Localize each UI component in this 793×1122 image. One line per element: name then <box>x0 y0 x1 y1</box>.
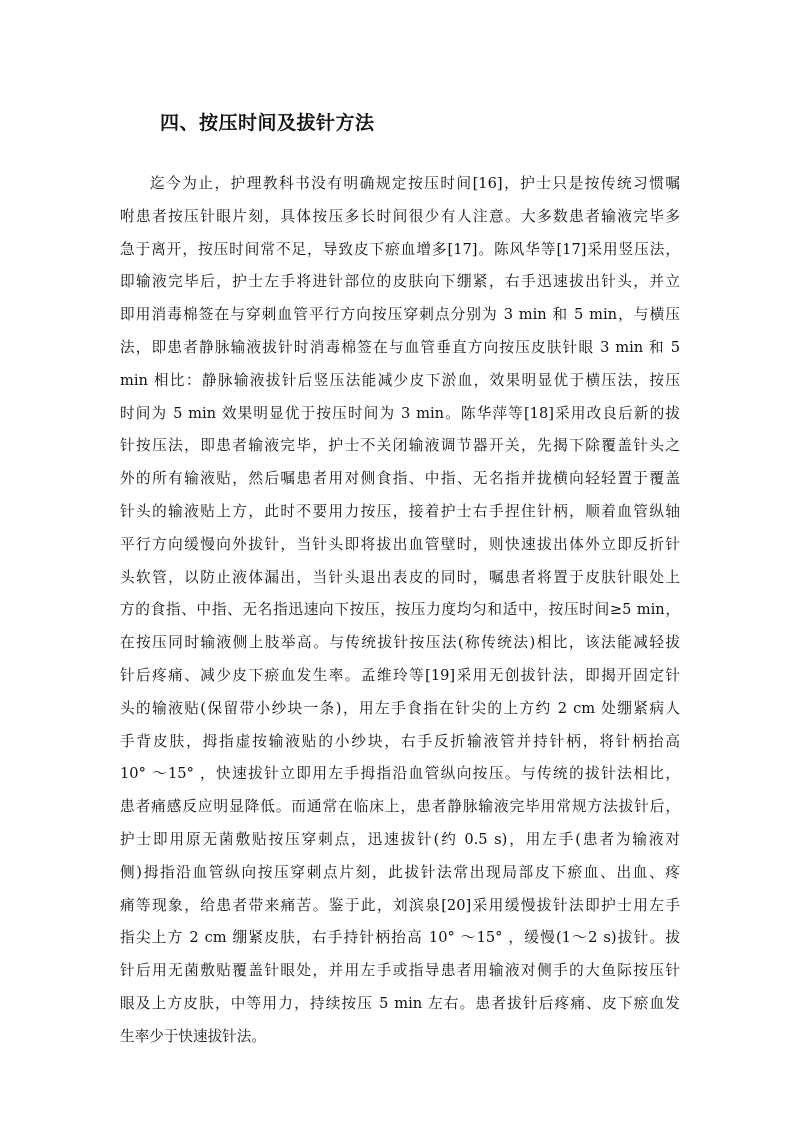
paragraph-line: 侧)拇指沿血管纵向按压穿刺点片刻，此拔针法常出现局部皮下瘀血、出血、疼 <box>120 863 680 881</box>
paragraph-line: 护士即用原无菌敷贴按压穿刺点，迅速拔针(约 0.5 s)，用左手(患者为输液对 <box>120 830 680 848</box>
paragraph-line: 患者痛感反应明显降低。而通常在临床上，患者静脉输液完毕用常规方法拔针后， <box>120 798 680 816</box>
paragraph-line: 平行方向缓慢向外拔针，当针头即将拔出血管壁时，则快速拔出体外立即反折针 <box>120 535 680 553</box>
paragraph-line: 指尖上方 2 cm 绷紧皮肤，右手持针柄抬高 10° ～15° ，缓慢(1～2 s)拔针。拔 <box>120 929 680 947</box>
body-paragraph <box>120 168 680 1054</box>
paragraph-line: 眼及上方皮肤，中等用力，持续按压 5 min 左右。患者拔针后疼痛、皮下瘀血发 <box>120 994 680 1012</box>
paragraph-line: 咐患者按压针眼片刻，具体按压多长时间很少有人注意。大多数患者输液完毕多 <box>120 207 680 225</box>
paragraph-line: 即输液完毕后，护士左手将进针部位的皮肤向下绷紧，右手迅速拔出针头，并立 <box>120 273 680 291</box>
paragraph-line: 10° ～15° ，快速拔针立即用左手拇指沿血管纵向按压。与传统的拔针法相比， <box>120 765 680 783</box>
paragraph-line: 即用消毒棉签在与穿刺血管平行方向按压穿刺点分别为 3 min 和 5 min，与横压 <box>120 306 680 324</box>
section-heading: 四、按压时间及拔针方法 <box>160 112 375 134</box>
paragraph-line: 头的输液贴(保留带小纱块一条)，用左手食指在针尖的上方约 2 cm 处绷紧病人 <box>120 699 680 717</box>
paragraph-line: 针按压法，即患者输液完毕，护士不关闭输液调节器开关，先揭下除覆盖针头之 <box>120 437 680 455</box>
paragraph-line: 手背皮肤，拇指虚按输液贴的小纱块，右手反折输液管并持针柄，将针柄抬高 <box>120 732 680 750</box>
paragraph-line: 迄今为止，护理教科书没有明确规定按压时间[16]，护士只是按传统习惯嘱 <box>150 175 680 192</box>
paragraph-line: 针后疼痛、减少皮下瘀血发生率。孟维玲等[19]采用无创拔针法，即揭开固定针 <box>120 666 680 684</box>
paragraph-line: 针头的输液贴上方，此时不要用力按压，接着护士右手捏住针柄，顺着血管纵轴 <box>120 502 680 520</box>
paragraph-line: 生率少于快速拔针法。 <box>120 1027 266 1045</box>
paragraph-line: 头软管，以防止液体漏出，当针头退出表皮的同时，嘱患者将置于皮肤针眼处上 <box>120 568 680 586</box>
paragraph-line: 时间为 5 min 效果明显优于按压时间为 3 min。陈华萍等[18]采用改良后新的拔 <box>120 404 680 422</box>
paragraph-line: 方的食指、中指、无名指迅速向下按压，按压力度均匀和适中，按压时间≥5 min， <box>120 601 680 619</box>
paragraph-line: 法，即患者静脉输液拔针时消毒棉签在与血管垂直方向按压皮肤针眼 3 min 和 5 <box>120 338 680 356</box>
paragraph-line: 外的所有输液贴，然后嘱患者用对侧食指、中指、无名指并拢横向轻轻置于覆盖 <box>120 470 680 488</box>
paragraph-line: 在按压同时输液侧上肢举高。与传统拔针按压法(称传统法)相比，该法能减轻拔 <box>120 634 680 652</box>
paragraph-line: 针后用无菌敷贴覆盖针眼处，并用左手或指导患者用输液对侧手的大鱼际按压针 <box>120 962 680 980</box>
paragraph-line: min 相比：静脉输液拔针后竖压法能减少皮下淤血，效果明显优于横压法，按压 <box>120 371 680 389</box>
paragraph-line: 痛等现象，给患者带来痛苦。鉴于此，刘滨泉[20]采用缓慢拔针法即护士用左手 <box>120 896 680 914</box>
paragraph-line: 急于离开，按压时间常不足，导致皮下瘀血增多[17]。陈风华等[17]采用竖压法， <box>120 240 680 258</box>
